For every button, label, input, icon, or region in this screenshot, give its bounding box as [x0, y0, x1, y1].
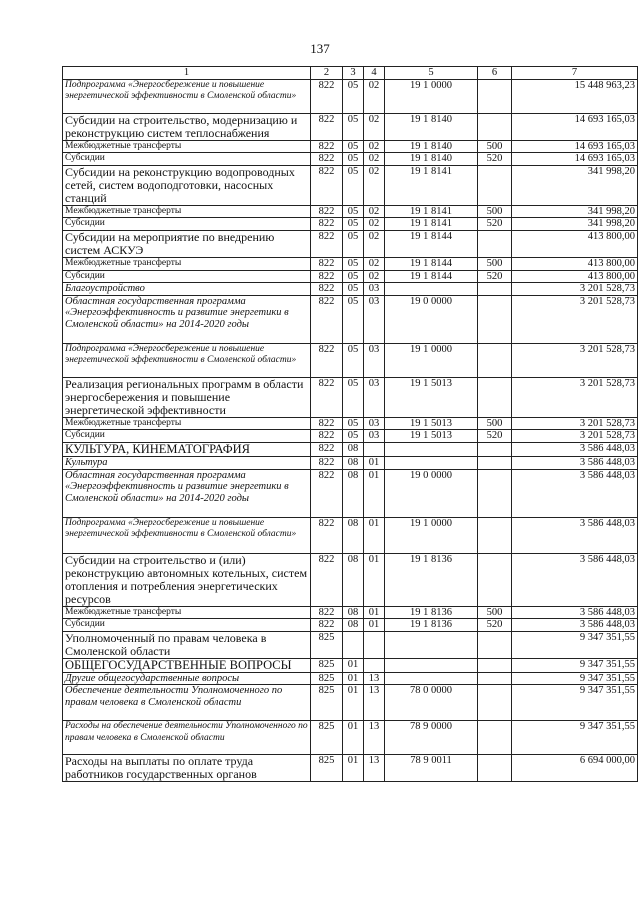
cell-target-article: 19 1 8140 — [385, 153, 478, 166]
cell-target-article: 78 0 0000 — [385, 685, 478, 721]
cell-section: 01 — [343, 672, 364, 685]
table-row — [63, 283, 638, 296]
cell-target-article: 19 1 5013 — [385, 430, 478, 443]
table-row — [63, 270, 638, 283]
cell-target-article: 19 1 8140 — [385, 113, 478, 140]
cell-subsection: 02 — [364, 230, 385, 257]
cell-admin-code: 822 — [311, 343, 343, 377]
cell-subsection: 03 — [364, 377, 385, 417]
table-row — [63, 553, 638, 606]
cell-section: 05 — [343, 257, 364, 270]
cell-admin-code: 822 — [311, 619, 343, 632]
row-name: Субсидии на мероприятие по внедрению систем АСКУЭ — [63, 230, 311, 257]
cell-subsection: 03 — [364, 417, 385, 430]
cell-section: 05 — [343, 153, 364, 166]
cell-admin-code: 822 — [311, 113, 343, 140]
cell-target-article: 78 9 0000 — [385, 721, 478, 755]
cell-expense-type — [478, 456, 512, 469]
table-row — [63, 658, 638, 672]
cell-section: 08 — [343, 517, 364, 553]
cell-amount: 9 347 351,55 — [512, 631, 638, 658]
cell-subsection: 13 — [364, 672, 385, 685]
cell-amount: 3 201 528,73 — [512, 283, 638, 296]
cell-target-article: 19 0 0000 — [385, 295, 478, 343]
cell-expense-type: 500 — [478, 140, 512, 153]
cell-section: 08 — [343, 469, 364, 517]
cell-admin-code: 825 — [311, 721, 343, 755]
cell-target-article: 19 1 0000 — [385, 79, 478, 113]
cell-subsection: 13 — [364, 685, 385, 721]
cell-admin-code: 822 — [311, 230, 343, 257]
cell-amount: 413 800,00 — [512, 230, 638, 257]
cell-subsection: 01 — [364, 619, 385, 632]
row-name: Другие общегосударственные вопросы — [63, 672, 311, 685]
cell-subsection: 03 — [364, 295, 385, 343]
cell-expense-type — [478, 165, 512, 205]
cell-amount: 3 201 528,73 — [512, 417, 638, 430]
cell-section: 01 — [343, 685, 364, 721]
cell-target-article: 19 1 8144 — [385, 230, 478, 257]
cell-expense-type — [478, 755, 512, 782]
row-name: Субсидии — [63, 430, 311, 443]
cell-subsection: 02 — [364, 257, 385, 270]
cell-section: 05 — [343, 218, 364, 231]
col-header-7: 7 — [512, 67, 638, 80]
cell-subsection: 02 — [364, 218, 385, 231]
cell-amount: 3 586 448,03 — [512, 517, 638, 553]
table-row — [63, 153, 638, 166]
cell-section: 01 — [343, 755, 364, 782]
table-row — [63, 456, 638, 469]
cell-section: 01 — [343, 658, 364, 672]
cell-amount: 3 201 528,73 — [512, 295, 638, 343]
cell-amount: 341 998,20 — [512, 218, 638, 231]
cell-target-article: 19 1 8141 — [385, 205, 478, 218]
cell-target-article: 78 9 0011 — [385, 755, 478, 782]
cell-target-article: 19 1 5013 — [385, 417, 478, 430]
cell-subsection — [364, 658, 385, 672]
cell-expense-type — [478, 658, 512, 672]
cell-amount: 3 586 448,03 — [512, 619, 638, 632]
table-row — [63, 417, 638, 430]
cell-admin-code: 822 — [311, 257, 343, 270]
cell-amount: 9 347 351,55 — [512, 658, 638, 672]
cell-admin-code: 822 — [311, 456, 343, 469]
cell-section: 05 — [343, 165, 364, 205]
cell-admin-code: 822 — [311, 606, 343, 619]
cell-expense-type — [478, 553, 512, 606]
table-row — [63, 606, 638, 619]
cell-admin-code: 822 — [311, 140, 343, 153]
cell-expense-type: 500 — [478, 257, 512, 270]
table-row — [63, 295, 638, 343]
cell-amount: 3 201 528,73 — [512, 377, 638, 417]
cell-subsection: 02 — [364, 153, 385, 166]
header-row — [63, 67, 638, 80]
cell-subsection: 01 — [364, 517, 385, 553]
cell-expense-type: 500 — [478, 606, 512, 619]
table-row — [63, 113, 638, 140]
cell-expense-type — [478, 469, 512, 517]
cell-section: 05 — [343, 377, 364, 417]
cell-expense-type — [478, 631, 512, 658]
cell-subsection: 01 — [364, 606, 385, 619]
table-row — [63, 517, 638, 553]
table-row — [63, 619, 638, 632]
cell-section: 08 — [343, 456, 364, 469]
cell-target-article — [385, 658, 478, 672]
cell-target-article: 19 1 8144 — [385, 257, 478, 270]
cell-admin-code: 825 — [311, 631, 343, 658]
cell-section: 05 — [343, 140, 364, 153]
cell-target-article: 19 1 8140 — [385, 140, 478, 153]
row-name: Межбюджетные трансферты — [63, 140, 311, 153]
cell-expense-type: 520 — [478, 218, 512, 231]
cell-expense-type: 520 — [478, 430, 512, 443]
table-row — [63, 230, 638, 257]
cell-section: 08 — [343, 553, 364, 606]
cell-subsection: 02 — [364, 165, 385, 205]
cell-admin-code: 822 — [311, 165, 343, 205]
cell-section: 08 — [343, 606, 364, 619]
cell-section: 05 — [343, 113, 364, 140]
col-header-6: 6 — [478, 67, 512, 80]
cell-section: 05 — [343, 295, 364, 343]
cell-amount: 14 693 165,03 — [512, 153, 638, 166]
table-row — [63, 469, 638, 517]
cell-target-article: 19 1 5013 — [385, 377, 478, 417]
table-row — [63, 205, 638, 218]
row-name: Межбюджетные трансферты — [63, 205, 311, 218]
cell-amount: 3 586 448,03 — [512, 606, 638, 619]
table-row — [63, 377, 638, 417]
cell-subsection: 03 — [364, 283, 385, 296]
table-row — [63, 442, 638, 456]
cell-target-article — [385, 456, 478, 469]
row-name: Субсидии на реконструкцию водопроводных сетей, систем водоподготовки, насосных станций — [63, 165, 311, 205]
cell-target-article: 19 1 8141 — [385, 165, 478, 205]
cell-target-article: 19 1 8144 — [385, 270, 478, 283]
cell-admin-code: 822 — [311, 430, 343, 443]
cell-section: 05 — [343, 283, 364, 296]
cell-admin-code: 825 — [311, 658, 343, 672]
row-name: Межбюджетные трансферты — [63, 257, 311, 270]
row-name: Подпрограмма «Энергосбережение и повышение энергетической эффективности в Смоленской области» — [63, 79, 311, 113]
cell-admin-code: 822 — [311, 218, 343, 231]
cell-admin-code: 822 — [311, 553, 343, 606]
cell-expense-type — [478, 685, 512, 721]
cell-expense-type — [478, 230, 512, 257]
cell-admin-code: 822 — [311, 283, 343, 296]
cell-subsection: 02 — [364, 79, 385, 113]
cell-section: 01 — [343, 721, 364, 755]
row-name: Подпрограмма «Энергосбережение и повышение энергетической эффективности в Смоленской области» — [63, 343, 311, 377]
cell-subsection: 13 — [364, 755, 385, 782]
cell-expense-type — [478, 295, 512, 343]
cell-amount: 3 201 528,73 — [512, 343, 638, 377]
cell-admin-code: 822 — [311, 295, 343, 343]
row-name: Подпрограмма «Энергосбережение и повышение энергетической эффективности в Смоленской области» — [63, 517, 311, 553]
row-name: Субсидии — [63, 218, 311, 231]
row-name: Уполномоченный по правам человека в Смоленской области — [63, 631, 311, 658]
table-row — [63, 672, 638, 685]
cell-amount: 6 694 000,00 — [512, 755, 638, 782]
cell-admin-code: 825 — [311, 685, 343, 721]
cell-admin-code: 822 — [311, 270, 343, 283]
cell-amount: 14 693 165,03 — [512, 140, 638, 153]
row-name: КУЛЬТУРА, КИНЕМАТОГРАФИЯ — [63, 442, 311, 456]
row-name: Субсидии на строительство и (или) реконструкцию автономных котельных, систем отопления и потребления энергетических ресурсов — [63, 553, 311, 606]
table-row — [63, 140, 638, 153]
cell-section: 05 — [343, 79, 364, 113]
cell-expense-type — [478, 377, 512, 417]
row-name: Областная государственная программа «Энергоэффективность и развитие энергетики в Смоленской области» на 2014-2020 годы — [63, 295, 311, 343]
table-row — [63, 79, 638, 113]
cell-section: 08 — [343, 442, 364, 456]
col-header-5: 5 — [385, 67, 478, 80]
cell-section: 05 — [343, 205, 364, 218]
cell-section: 08 — [343, 619, 364, 632]
page-number: 137 — [310, 41, 330, 56]
col-header-3: 3 — [343, 67, 364, 80]
cell-expense-type: 500 — [478, 417, 512, 430]
cell-section: 05 — [343, 417, 364, 430]
cell-subsection: 02 — [364, 140, 385, 153]
cell-section: 05 — [343, 270, 364, 283]
cell-amount: 9 347 351,55 — [512, 721, 638, 755]
cell-section: 05 — [343, 343, 364, 377]
cell-admin-code: 825 — [311, 672, 343, 685]
cell-section: 05 — [343, 230, 364, 257]
col-header-4: 4 — [364, 67, 385, 80]
cell-subsection — [364, 442, 385, 456]
cell-admin-code: 822 — [311, 205, 343, 218]
cell-expense-type — [478, 721, 512, 755]
cell-admin-code: 822 — [311, 417, 343, 430]
cell-admin-code: 822 — [311, 469, 343, 517]
cell-expense-type — [478, 442, 512, 456]
cell-expense-type — [478, 79, 512, 113]
cell-section — [343, 631, 364, 658]
col-header-2: 2 — [311, 67, 343, 80]
cell-subsection: 01 — [364, 456, 385, 469]
row-name: Расходы на выплаты по оплате труда работников государственных органов — [63, 755, 311, 782]
cell-target-article: 19 1 8141 — [385, 218, 478, 231]
cell-amount: 3 201 528,73 — [512, 430, 638, 443]
cell-section: 05 — [343, 430, 364, 443]
cell-subsection: 02 — [364, 113, 385, 140]
cell-admin-code: 822 — [311, 517, 343, 553]
cell-amount: 14 693 165,03 — [512, 113, 638, 140]
cell-expense-type: 520 — [478, 270, 512, 283]
row-name: Межбюджетные трансферты — [63, 606, 311, 619]
row-name: Субсидии — [63, 153, 311, 166]
cell-expense-type — [478, 517, 512, 553]
cell-subsection: 01 — [364, 469, 385, 517]
cell-admin-code: 822 — [311, 377, 343, 417]
row-name: Субсидии — [63, 270, 311, 283]
cell-target-article — [385, 672, 478, 685]
row-name: Расходы на обеспечение деятельности Уполномоченного по правам человека в Смоленской области — [63, 721, 311, 755]
cell-subsection — [364, 631, 385, 658]
cell-amount: 3 586 448,03 — [512, 442, 638, 456]
row-name: Субсидии на строительство, модернизацию и реконструкцию систем теплоснабжения — [63, 113, 311, 140]
cell-expense-type — [478, 672, 512, 685]
row-name: Обеспечение деятельности Уполномоченного по правам человека в Смоленской области — [63, 685, 311, 721]
cell-subsection: 03 — [364, 343, 385, 377]
table-row — [63, 218, 638, 231]
cell-expense-type: 500 — [478, 205, 512, 218]
table-row — [63, 631, 638, 658]
table-row — [63, 685, 638, 721]
cell-admin-code: 822 — [311, 153, 343, 166]
cell-target-article: 19 1 8136 — [385, 619, 478, 632]
cell-target-article — [385, 283, 478, 296]
cell-admin-code: 825 — [311, 755, 343, 782]
table-row — [63, 165, 638, 205]
row-name: Субсидии — [63, 619, 311, 632]
table-body — [63, 79, 638, 782]
cell-subsection: 13 — [364, 721, 385, 755]
cell-amount: 9 347 351,55 — [512, 672, 638, 685]
cell-admin-code: 822 — [311, 79, 343, 113]
table-row — [63, 755, 638, 782]
cell-amount: 3 586 448,03 — [512, 469, 638, 517]
cell-amount: 341 998,20 — [512, 205, 638, 218]
cell-expense-type — [478, 113, 512, 140]
row-name: Культура — [63, 456, 311, 469]
cell-subsection: 03 — [364, 430, 385, 443]
cell-target-article — [385, 631, 478, 658]
cell-target-article: 19 1 0000 — [385, 517, 478, 553]
cell-subsection: 02 — [364, 270, 385, 283]
row-name: Реализация региональных программ в области энергосбережения и повышение энергетической эффективности — [63, 377, 311, 417]
budget-table — [62, 66, 638, 782]
cell-amount: 413 800,00 — [512, 270, 638, 283]
cell-amount: 15 448 963,23 — [512, 79, 638, 113]
cell-expense-type: 520 — [478, 619, 512, 632]
table-row — [63, 430, 638, 443]
cell-amount: 3 586 448,03 — [512, 456, 638, 469]
cell-target-article — [385, 442, 478, 456]
cell-expense-type: 520 — [478, 153, 512, 166]
row-name: Областная государственная программа «Энергоэффективность и развитие энергетики в Смоленской области» на 2014-2020 годы — [63, 469, 311, 517]
col-header-1: 1 — [63, 67, 311, 80]
row-name: Межбюджетные трансферты — [63, 417, 311, 430]
cell-target-article: 19 1 0000 — [385, 343, 478, 377]
cell-admin-code: 822 — [311, 442, 343, 456]
table-row — [63, 257, 638, 270]
cell-amount: 9 347 351,55 — [512, 685, 638, 721]
cell-subsection: 01 — [364, 553, 385, 606]
cell-amount: 341 998,20 — [512, 165, 638, 205]
row-name: Благоустройство — [63, 283, 311, 296]
table-row — [63, 721, 638, 755]
cell-target-article: 19 0 0000 — [385, 469, 478, 517]
cell-target-article: 19 1 8136 — [385, 606, 478, 619]
cell-expense-type — [478, 343, 512, 377]
cell-amount: 3 586 448,03 — [512, 553, 638, 606]
table-row — [63, 343, 638, 377]
cell-target-article: 19 1 8136 — [385, 553, 478, 606]
cell-expense-type — [478, 283, 512, 296]
cell-amount: 413 800,00 — [512, 257, 638, 270]
row-name: ОБЩЕГОСУДАРСТВЕННЫЕ ВОПРОСЫ — [63, 658, 311, 672]
cell-subsection: 02 — [364, 205, 385, 218]
